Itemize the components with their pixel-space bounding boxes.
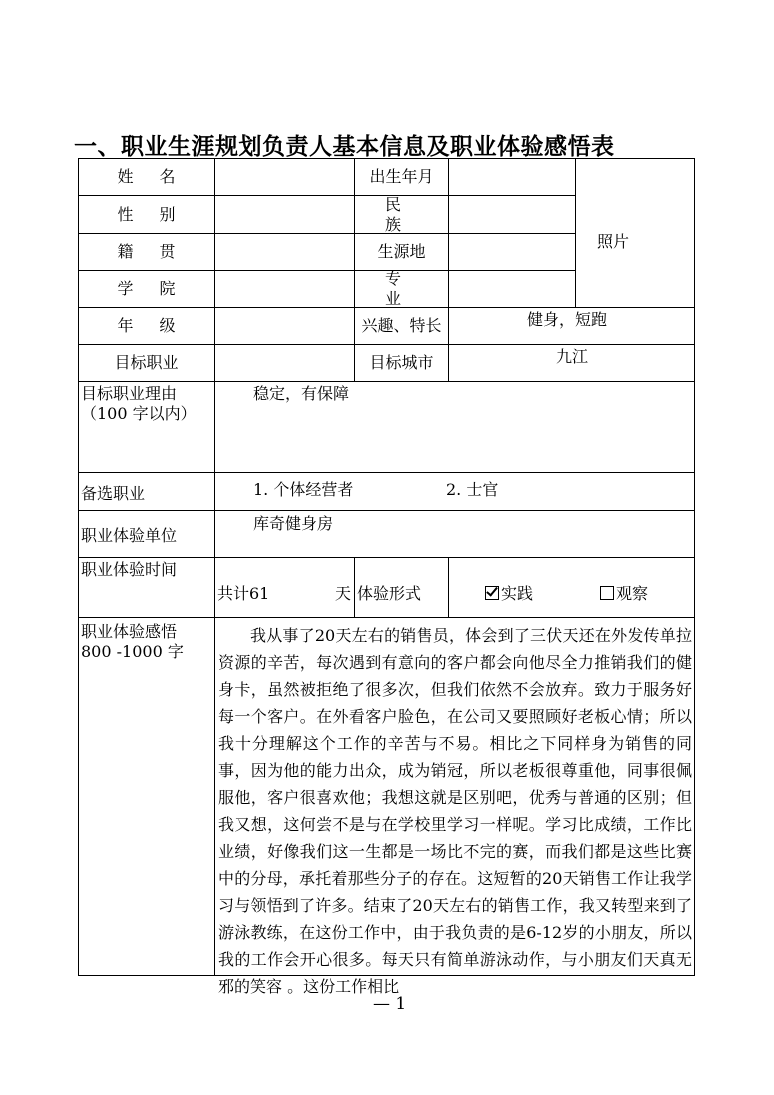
label-exp-form: 体验形式 [357,584,422,603]
total-days-prefix: 共计61 [217,584,270,603]
page-title: 一、职业生涯规划负责人基本信息及职业体验感悟表 [74,133,615,160]
label-insight: 职业体验感悟 800 -1000 字 [81,622,184,661]
table-rule [448,557,449,617]
table-rule [214,158,215,975]
alt-job-2: 2. 士官 [446,480,499,499]
form-observe-option[interactable] [600,584,648,604]
photo-placeholder: 照片 [597,232,630,251]
label-college: 学院 [117,279,202,298]
label-birth: 出生年月 [369,167,434,186]
form-practice-label: 实践 [501,584,534,603]
table-rule [78,617,695,618]
label-major: 专业 [385,269,432,308]
label-target-city: 目标城市 [369,353,434,372]
alt-job-1: 1. 个体经营者 [253,480,354,499]
label-grade: 年级 [117,316,202,335]
label-ethnicity: 民族 [385,194,432,234]
label-origin: 生源地 [377,242,426,261]
total-days-suffix: 天 [335,584,352,603]
table-rule [354,557,355,617]
table-border-right [694,158,695,975]
table-rule [78,472,695,473]
label-reason: 目标职业理由 （100 字以内） [81,384,197,423]
form-practice-option[interactable] [485,584,533,604]
target-city-value: 九江 [556,347,589,366]
label-alt-job: 备选职业 [81,484,146,503]
form-observe-label: 观察 [616,584,649,603]
table-rule [78,510,695,511]
checkbox-empty-icon[interactable] [600,586,614,600]
table-rule [575,158,576,307]
reason-value: 稳定，有保障 [253,384,350,403]
table-rule [78,381,695,382]
checkbox-checked-icon[interactable] [485,586,499,600]
insight-essay: 我从事了20天左右的销售员，体会到了三伏天还在外发传单拉资源的辛苦，每次遇到有意向的客户都会向他尽全力推销我们的健身卡，虽然被拒绝了很多次，但我们依然不会放弃。致力于服务好每一个客户。在外看客户脸色，在公司又要照顾好老板心情；所以我十分理解这个工作的辛苦与不易。相比之下同样身为销售的同事，因为他的能力出众，成为销冠，所以老板很尊重他，同事很佩服他，客户很喜欢他；我想这就是区别吧，优秀与普通的区别；但我又想，这何尝不是与在学校里学习一样呢。学习比成绩，工作比业绩，好像我们这一生都是一场比不完的赛，而我们都是这些比赛中的分母，承托着那些分子的存在。这短暂的20天销售工作让我学习与领悟到了许多。结束了20天左右的销售工作，我又转型来到了游泳教练，在这份工作中，由于我负责的是6-12岁的小朋友，所以我的工作会开心很多。每天只有简单游泳动作，与小朋友们天真无邪的笑容 。这份工作相比 [218,626,692,996]
table-rule [78,557,695,558]
hobby-value: 健身，短跑 [527,310,608,329]
label-native-place: 籍贯 [117,242,202,261]
exp-unit-value: 库奇健身房 [253,514,334,533]
label-target-job: 目标职业 [114,353,179,372]
label-gender: 性别 [117,204,202,224]
label-exp-time: 职业体验时间 [81,560,178,579]
table-rule [448,158,449,381]
label-hobby: 兴趣、特长 [361,316,442,335]
label-exp-unit: 职业体验单位 [81,526,178,545]
label-name: 姓名 [117,167,202,186]
page-number: — 1 [373,994,407,1014]
